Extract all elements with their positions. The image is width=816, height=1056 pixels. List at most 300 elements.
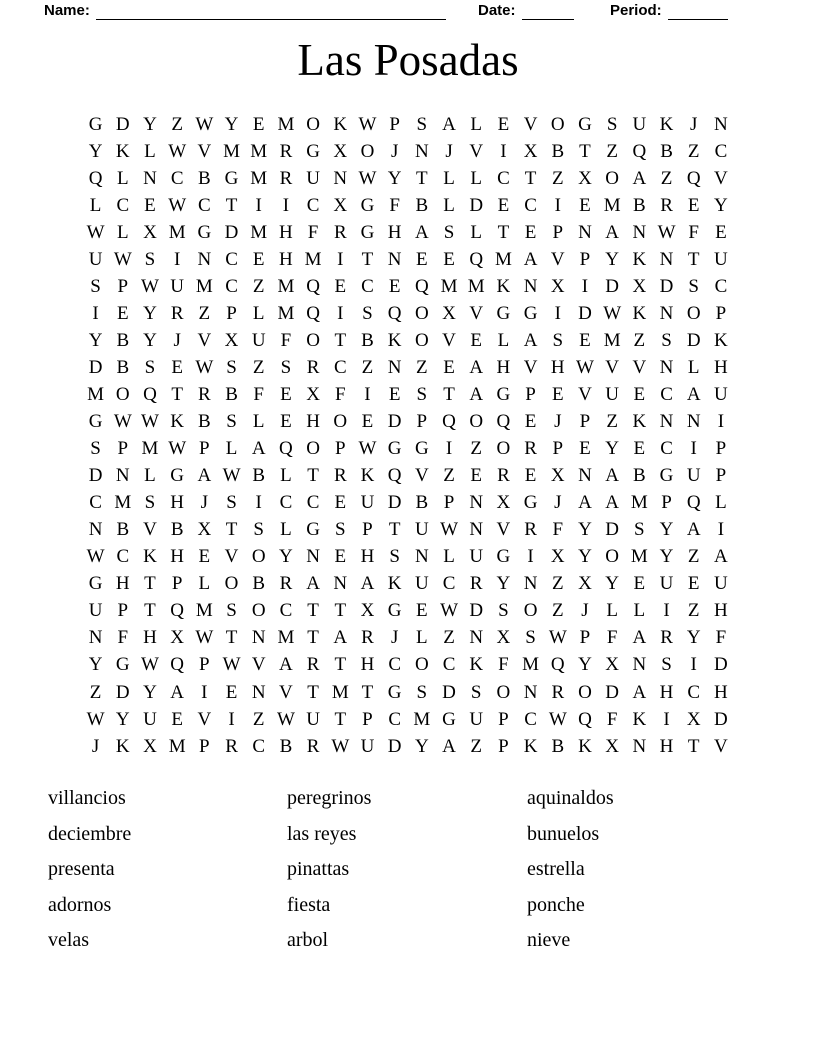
grid-cell: P: [389, 113, 400, 135]
grid-cell: T: [334, 329, 347, 351]
grid-cell: S: [226, 600, 237, 622]
grid-cell: C: [279, 600, 293, 622]
period-label: Period:: [610, 2, 662, 19]
grid-cell: O: [469, 411, 484, 433]
word-item: arbol: [287, 929, 329, 952]
name-field-group: [44, 2, 446, 20]
grid-cell: P: [226, 302, 237, 324]
grid-cell: Y: [578, 519, 592, 541]
grid-cell: E: [443, 356, 455, 378]
grid-cell: E: [388, 275, 401, 297]
grid-cell: Y: [659, 546, 674, 568]
grid-cell: Y: [224, 113, 239, 135]
grid-cell: A: [605, 492, 620, 514]
grid-cell: N: [632, 735, 647, 757]
grid-cell: P: [715, 302, 727, 324]
grid-cell: H: [659, 681, 674, 703]
grid-cell: A: [170, 681, 185, 703]
grid-cell: S: [661, 329, 672, 351]
grid-cell: L: [443, 194, 455, 216]
word-item: villancios: [48, 787, 126, 809]
grid-cell: Z: [687, 546, 700, 568]
grid-cell: K: [496, 275, 511, 297]
grid-cell: H: [170, 546, 185, 568]
grid-cell: J: [173, 329, 181, 351]
grid-cell: W: [576, 356, 594, 378]
grid-cell: K: [632, 302, 647, 324]
grid-cell: G: [306, 140, 320, 162]
grid-cell: O: [333, 411, 348, 433]
grid-cell: Q: [170, 600, 185, 622]
grid-cell: H: [306, 411, 320, 433]
grid-cell: N: [523, 275, 538, 297]
date-field-group: [478, 2, 574, 20]
grid-cell: Y: [659, 519, 674, 541]
grid-cell: O: [686, 302, 701, 324]
grid-cell: S: [334, 519, 346, 541]
grid-cell: Z: [687, 140, 700, 162]
grid-cell: L: [470, 167, 483, 189]
grid-cell: G: [523, 492, 538, 514]
grid-cell: E: [524, 411, 537, 433]
grid-cell: R: [497, 465, 510, 487]
grid-cell: D: [387, 492, 402, 514]
grid-cell: X: [224, 329, 239, 351]
grid-cell: W: [358, 113, 377, 135]
grid-cell: V: [143, 519, 157, 541]
grid-cell: S: [634, 519, 645, 541]
grid-cell: E: [443, 248, 455, 270]
grid-cell: I: [527, 546, 534, 568]
grid-cell: N: [143, 167, 157, 189]
grid-cell: C: [279, 492, 293, 514]
grid-cell: W: [440, 519, 458, 541]
grid-cell: K: [170, 411, 185, 433]
grid-cell: H: [170, 492, 185, 514]
grid-cell: N: [115, 465, 130, 487]
grid-cell: B: [116, 329, 130, 351]
grid-cell: S: [498, 600, 509, 622]
grid-cell: L: [198, 573, 211, 595]
grid-cell: L: [144, 465, 156, 487]
grid-cell: P: [117, 438, 129, 460]
grid-cell: S: [144, 492, 156, 514]
grid-cell: D: [605, 275, 620, 297]
grid-cell: T: [579, 140, 591, 162]
grid-cell: U: [414, 573, 429, 595]
grid-cell: E: [633, 438, 646, 460]
grid-cell: Z: [551, 167, 564, 189]
grid-cell: Z: [443, 465, 455, 487]
grid-cell: O: [523, 600, 538, 622]
grid-cell: C: [497, 167, 510, 189]
grid-cell: N: [686, 411, 701, 433]
grid-cell: T: [416, 167, 428, 189]
word-column: [527, 781, 614, 959]
grid-cell: W: [222, 654, 241, 676]
grid-cell: W: [195, 627, 214, 649]
grid-cell: L: [606, 600, 618, 622]
grid-cell: Z: [443, 627, 455, 649]
grid-cell: R: [469, 573, 483, 595]
grid-cell: I: [282, 194, 290, 216]
grid-cell: A: [714, 546, 728, 568]
word-item: velas: [48, 929, 90, 952]
grid-cell: G: [496, 546, 511, 568]
grid-cell: E: [280, 383, 292, 405]
grid-cell: W: [331, 735, 350, 757]
grid-cell: E: [687, 573, 700, 595]
grid-cell: G: [523, 302, 538, 324]
word-item: deciembre: [48, 822, 132, 845]
grid-cell: B: [198, 167, 211, 189]
grid-cell: W: [548, 627, 567, 649]
grid-cell: B: [252, 465, 266, 487]
puzzle-title: Las Posadas: [297, 35, 519, 85]
grid-cell: P: [579, 627, 591, 649]
grid-cell: U: [251, 329, 266, 351]
grid-cell: D: [224, 221, 239, 243]
grid-cell: K: [360, 465, 375, 487]
grid-cell: L: [633, 600, 646, 622]
grid-cell: X: [170, 627, 185, 649]
grid-cell: Z: [470, 438, 483, 460]
grid-cell: E: [579, 329, 591, 351]
grid-cell: G: [387, 681, 402, 703]
word-list: [48, 781, 768, 966]
grid-cell: O: [115, 383, 130, 405]
grid-cell: F: [280, 329, 292, 351]
grid-cell: N: [659, 248, 674, 270]
grid-cell: E: [198, 546, 211, 568]
grid-cell: N: [659, 411, 674, 433]
grid-cell: B: [252, 573, 266, 595]
grid-cell: G: [224, 167, 239, 189]
grid-cell: E: [524, 221, 537, 243]
grid-cell: T: [388, 519, 401, 541]
grid-cell: K: [469, 654, 484, 676]
grid-cell: M: [168, 221, 186, 243]
grid-cell: D: [387, 411, 402, 433]
grid-cell: V: [469, 302, 484, 324]
grid-cell: M: [250, 167, 268, 189]
grid-cell: O: [306, 113, 320, 135]
grid-cell: F: [715, 627, 727, 649]
grid-cell: E: [497, 194, 510, 216]
grid-cell: W: [657, 221, 676, 243]
grid-cell: H: [360, 654, 375, 676]
grid-cell: T: [361, 681, 374, 703]
grid-cell: P: [334, 438, 346, 460]
grid-cell: M: [413, 708, 431, 730]
grid-cell: H: [496, 356, 511, 378]
grid-cell: I: [663, 708, 670, 730]
grid-cell: R: [170, 302, 184, 324]
word-item: fiesta: [287, 893, 331, 916]
grid-cell: Y: [88, 654, 103, 676]
period-field-group: [610, 2, 728, 20]
grid-cell: B: [170, 519, 184, 541]
grid-cell: E: [171, 708, 183, 730]
grid-cell: V: [197, 329, 212, 351]
grid-cell: R: [306, 735, 320, 757]
grid-cell: N: [632, 654, 647, 676]
grid-cell: N: [714, 113, 728, 135]
grid-cell: J: [690, 113, 698, 135]
grid-cell: M: [331, 681, 349, 703]
grid-cell: O: [605, 167, 620, 189]
grid-cell: J: [91, 735, 100, 757]
word-column: [287, 781, 371, 959]
grid-cell: V: [550, 248, 565, 270]
grid-cell: E: [416, 248, 428, 270]
grid-cell: G: [170, 465, 185, 487]
grid-cell: O: [578, 681, 592, 703]
grid-cell: E: [715, 221, 727, 243]
grid-cell: C: [714, 140, 728, 162]
grid-cell: I: [554, 194, 561, 216]
grid-cell: Z: [361, 356, 374, 378]
grid-cell: P: [117, 275, 129, 297]
grid-cell: C: [388, 654, 401, 676]
grid-cell: D: [442, 681, 456, 703]
grid-cell: M: [603, 329, 621, 351]
grid-cell: S: [144, 248, 156, 270]
grid-cell: L: [225, 438, 238, 460]
grid-cell: Y: [605, 438, 620, 460]
grid-cell: D: [686, 329, 701, 351]
grid-cell: M: [630, 546, 648, 568]
grid-cell: P: [199, 735, 210, 757]
grid-cell: E: [334, 492, 347, 514]
grid-cell: Q: [550, 654, 565, 676]
grid-cell: C: [306, 194, 320, 216]
grid-cell: S: [416, 681, 428, 703]
word-item: adornos: [48, 893, 112, 916]
grid-cell: C: [225, 275, 238, 297]
grid-cell: B: [279, 735, 293, 757]
grid-cell: V: [414, 465, 429, 487]
grid-cell: L: [470, 221, 483, 243]
grid-cell: V: [605, 356, 620, 378]
grid-cell: H: [143, 627, 157, 649]
grid-cell: P: [362, 708, 373, 730]
grid-cell: O: [251, 546, 266, 568]
grid-cell: I: [364, 383, 371, 405]
grid-cell: S: [389, 546, 400, 568]
grid-cell: D: [88, 356, 103, 378]
grid-cell: Q: [686, 492, 701, 514]
grid-cell: O: [414, 302, 429, 324]
grid-cell: W: [603, 302, 622, 324]
grid-cell: T: [687, 735, 700, 757]
grid-cell: V: [632, 356, 647, 378]
grid-cell: H: [279, 221, 293, 243]
grid-cell: M: [223, 140, 240, 162]
grid-cell: K: [632, 248, 647, 270]
grid-cell: A: [578, 492, 592, 514]
grid-cell: O: [360, 140, 375, 162]
grid-cell: Y: [88, 329, 103, 351]
grid-cell: J: [445, 140, 453, 162]
grid-cell: N: [469, 519, 484, 541]
grid-cell: D: [115, 113, 130, 135]
grid-cell: T: [307, 681, 319, 703]
grid-cell: E: [579, 194, 591, 216]
grid-cell: L: [280, 465, 292, 487]
grid-cell: K: [714, 329, 728, 351]
grid-cell: U: [632, 113, 647, 135]
grid-cell: X: [632, 275, 647, 297]
grid-cell: B: [415, 492, 429, 514]
grid-cell: B: [633, 465, 646, 487]
grid-cell: E: [144, 194, 156, 216]
grid-cell: Q: [88, 167, 103, 189]
grid-cell: X: [143, 221, 157, 243]
grid-cell: N: [251, 627, 266, 649]
grid-cell: A: [523, 248, 538, 270]
grid-cell: Q: [143, 383, 157, 405]
grid-cell: K: [523, 735, 538, 757]
grid-cell: C: [170, 167, 184, 189]
grid-cell: J: [554, 411, 562, 433]
grid-cell: O: [496, 681, 511, 703]
grid-cell: F: [498, 654, 509, 676]
grid-cell: T: [225, 627, 238, 649]
grid-cell: F: [117, 627, 129, 649]
grid-cell: K: [115, 140, 130, 162]
grid-cell: X: [333, 194, 348, 216]
grid-cell: E: [579, 438, 591, 460]
grid-cell: J: [581, 600, 589, 622]
grid-cell: B: [551, 140, 565, 162]
grid-cell: M: [304, 248, 322, 270]
grid-cell: Q: [306, 275, 320, 297]
grid-cell: D: [88, 465, 103, 487]
grid-cell: V: [442, 329, 456, 351]
grid-cell: X: [550, 275, 565, 297]
grid-cell: S: [443, 221, 455, 243]
grid-cell: A: [632, 167, 647, 189]
grid-cell: G: [659, 465, 674, 487]
grid-cell: E: [551, 383, 564, 405]
grid-cell: B: [551, 735, 565, 757]
grid-cell: T: [687, 248, 700, 270]
grid-cell: H: [714, 681, 728, 703]
grid-cell: S: [525, 627, 536, 649]
grid-cell: Y: [143, 302, 157, 324]
grid-cell: U: [360, 492, 375, 514]
grid-cell: R: [279, 573, 293, 595]
grid-cell: R: [279, 140, 293, 162]
grid-cell: O: [550, 113, 565, 135]
grid-cell: G: [88, 411, 103, 433]
grid-cell: K: [578, 735, 592, 757]
grid-cell: I: [337, 248, 344, 270]
grid-cell: S: [226, 492, 237, 514]
grid-cell: E: [225, 681, 238, 703]
grid-cell: H: [714, 600, 728, 622]
grid-cell: C: [89, 492, 102, 514]
grid-cell: B: [116, 356, 130, 378]
grid-cell: B: [116, 519, 130, 541]
grid-cell: Q: [170, 654, 185, 676]
grid-cell: J: [390, 627, 399, 649]
grid-cell: T: [225, 519, 238, 541]
grid-cell: F: [606, 627, 618, 649]
grid-cell: W: [141, 411, 159, 433]
grid-cell: P: [199, 438, 210, 460]
grid-cell: R: [225, 735, 238, 757]
grid-cell: U: [469, 546, 484, 568]
grid-cell: P: [416, 411, 428, 433]
grid-cell: L: [252, 411, 265, 433]
word-item: aquinaldos: [527, 787, 614, 809]
grid-cell: N: [387, 356, 402, 378]
grid-cell: P: [579, 411, 591, 433]
grid-cell: Z: [252, 708, 265, 730]
grid-cell: U: [469, 708, 484, 730]
grid-cell: K: [387, 573, 402, 595]
grid-cell: D: [387, 735, 402, 757]
grid-cell: M: [603, 194, 621, 216]
grid-cell: U: [659, 573, 674, 595]
grid-cell: T: [307, 600, 319, 622]
grid-cell: S: [253, 519, 264, 541]
grid-cell: U: [360, 735, 375, 757]
grid-cell: I: [255, 194, 262, 216]
grid-cell: P: [715, 438, 727, 460]
grid-cell: I: [554, 302, 561, 324]
grid-cell: R: [306, 356, 320, 378]
grid-cell: S: [688, 275, 699, 297]
word-item: presenta: [48, 858, 115, 881]
grid-cell: E: [334, 546, 347, 568]
grid-cell: B: [633, 194, 646, 216]
grid-cell: S: [552, 329, 564, 351]
grid-cell: G: [115, 654, 130, 676]
grid-cell: A: [197, 465, 212, 487]
grid-cell: W: [86, 708, 105, 730]
grid-cell: A: [632, 681, 647, 703]
word-item: las reyes: [287, 822, 357, 845]
name-label: Name:: [44, 2, 90, 19]
grid-cell: N: [306, 546, 320, 568]
grid-cell: F: [253, 383, 264, 405]
grid-cell: Y: [143, 329, 157, 351]
grid-cell: S: [606, 113, 618, 135]
grid-cell: Q: [442, 411, 456, 433]
grid-cell: R: [660, 194, 673, 216]
grid-cell: C: [524, 708, 537, 730]
grid-cell: Q: [387, 465, 402, 487]
grid-cell: V: [469, 140, 484, 162]
grid-cell: Q: [496, 411, 511, 433]
grid-cell: H: [387, 221, 402, 243]
grid-cell: P: [525, 383, 536, 405]
grid-cell: S: [226, 356, 237, 378]
grid-cell: O: [306, 329, 320, 351]
grid-cell: J: [554, 492, 562, 514]
grid-cell: C: [687, 681, 701, 703]
grid-cell: H: [714, 356, 728, 378]
grid-cell: G: [360, 194, 375, 216]
grid-cell: P: [498, 735, 509, 757]
grid-cell: X: [197, 519, 212, 541]
grid-cell: E: [252, 113, 265, 135]
grid-cell: Z: [606, 140, 618, 162]
name-blank-line: [96, 3, 446, 20]
